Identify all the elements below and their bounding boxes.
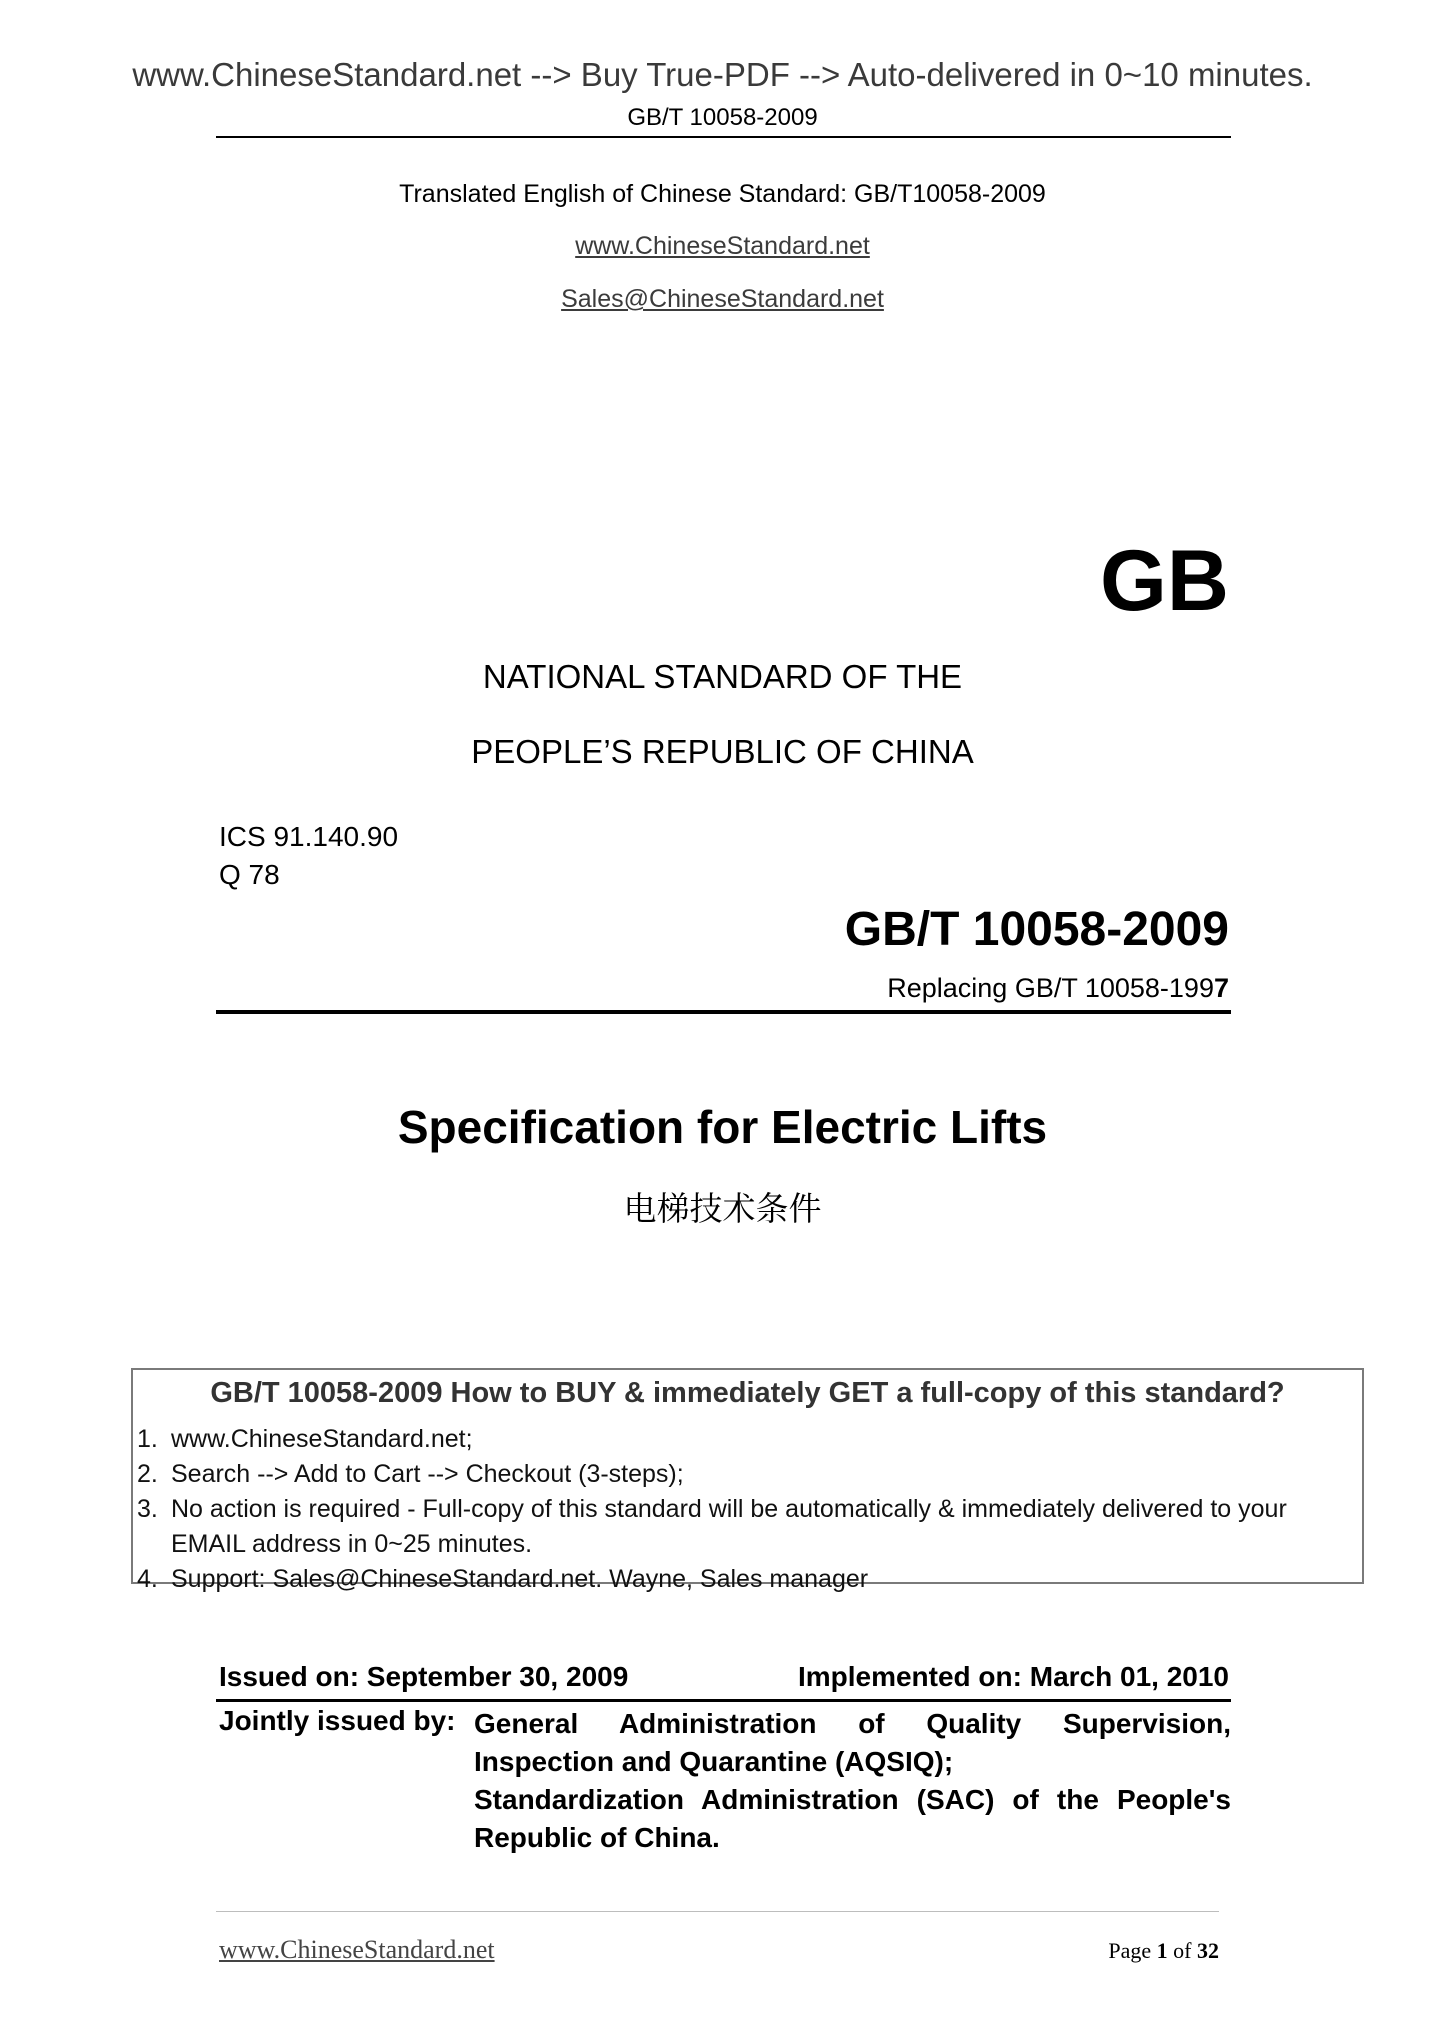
- buy-info-box: [131, 1368, 1364, 1593]
- page-of: of: [1173, 1938, 1192, 1963]
- footer-site-link[interactable]: www.ChineseStandard.net: [219, 1935, 495, 1964]
- national-standard-line-1: NATIONAL STANDARD OF THE: [482, 658, 963, 695]
- list-item: [137, 1562, 1358, 1597]
- standard-number: GB/T 10058-2009: [844, 903, 1229, 956]
- replacing-note: [887, 973, 1229, 1004]
- list-item-text: Support: Sales@ChineseStandard.net. Wayne, Sales manager: [171, 1565, 869, 1593]
- site-link-row: [0, 232, 1445, 261]
- page-label: Page: [1108, 1938, 1152, 1963]
- list-item-number: 3.: [137, 1495, 158, 1523]
- page-current: 1: [1156, 1938, 1168, 1963]
- issued-date: Issued on: September 30, 2009: [219, 1661, 629, 1692]
- implemented-date: Implemented on: March 01, 2010: [797, 1661, 1229, 1692]
- list-item-text[interactable]: www.ChineseStandard.net;: [171, 1425, 473, 1453]
- page-number: [1108, 1938, 1219, 1964]
- buy-box-title: GB/T 10058-2009 How to BUY & immediately GET a full-copy of this standard?: [210, 1377, 1285, 1409]
- issuing-bodies: [474, 1705, 1231, 1857]
- list-item-number: 2.: [137, 1460, 158, 1488]
- issuer-line-1: General Administration of Quality Supervision,: [474, 1708, 1231, 1739]
- footer-divider: [216, 1911, 1219, 1912]
- header-standard-code: GB/T 10058-2009: [627, 104, 818, 131]
- header-divider: [216, 136, 1231, 138]
- national-standard-line-2: PEOPLE’S REPUBLIC OF CHINA: [471, 733, 974, 770]
- issuer-line-4: Republic of China.: [474, 1822, 720, 1853]
- site-link[interactable]: www.ChineseStandard.net: [575, 232, 870, 260]
- issue-divider: [216, 1699, 1231, 1702]
- list-item: [137, 1422, 1358, 1457]
- list-item-text: Search --> Add to Cart --> Checkout (3-steps);: [171, 1460, 684, 1488]
- list-item-text: No action is required - Full-copy of this standard will be automatically & immediately delivered to your EMAIL address in 0~25 minutes.: [171, 1495, 1287, 1558]
- email-link-row: [0, 285, 1445, 314]
- translated-line: Translated English of Chinese Standard: GB/T10058-2009: [399, 180, 1046, 208]
- document-title: Specification for Electric Lifts: [397, 1101, 1048, 1153]
- list-item-number: 1.: [137, 1425, 158, 1453]
- list-item: [137, 1457, 1358, 1492]
- replacing-prefix: Replacing GB/T 10058-199: [887, 973, 1214, 1003]
- list-item: [137, 1492, 1358, 1562]
- classification-code: Q 78: [219, 859, 280, 890]
- buy-steps-list: [137, 1422, 1358, 1597]
- ics-code: ICS 91.140.90: [219, 821, 399, 852]
- jointly-issued-label: Jointly issued by:: [219, 1705, 456, 1736]
- issuer-line-3: Standardization Administration (SAC) of the People's: [474, 1784, 1231, 1815]
- list-item-number: 4.: [137, 1565, 158, 1593]
- email-link[interactable]: Sales@ChineseStandard.net: [561, 285, 884, 313]
- page-total: 32: [1197, 1938, 1219, 1963]
- document-title-chinese: 电梯技术条件: [623, 1189, 822, 1228]
- issuer-line-2: Inspection and Quarantine (AQSIQ);: [474, 1746, 954, 1777]
- top-banner: www.ChineseStandard.net --> Buy True-PDF --> Auto-delivered in 0~10 minutes.: [132, 56, 1313, 93]
- main-divider: [216, 1010, 1231, 1014]
- replacing-suffix: 7: [1213, 973, 1229, 1003]
- gb-mark: GB: [1100, 533, 1229, 629]
